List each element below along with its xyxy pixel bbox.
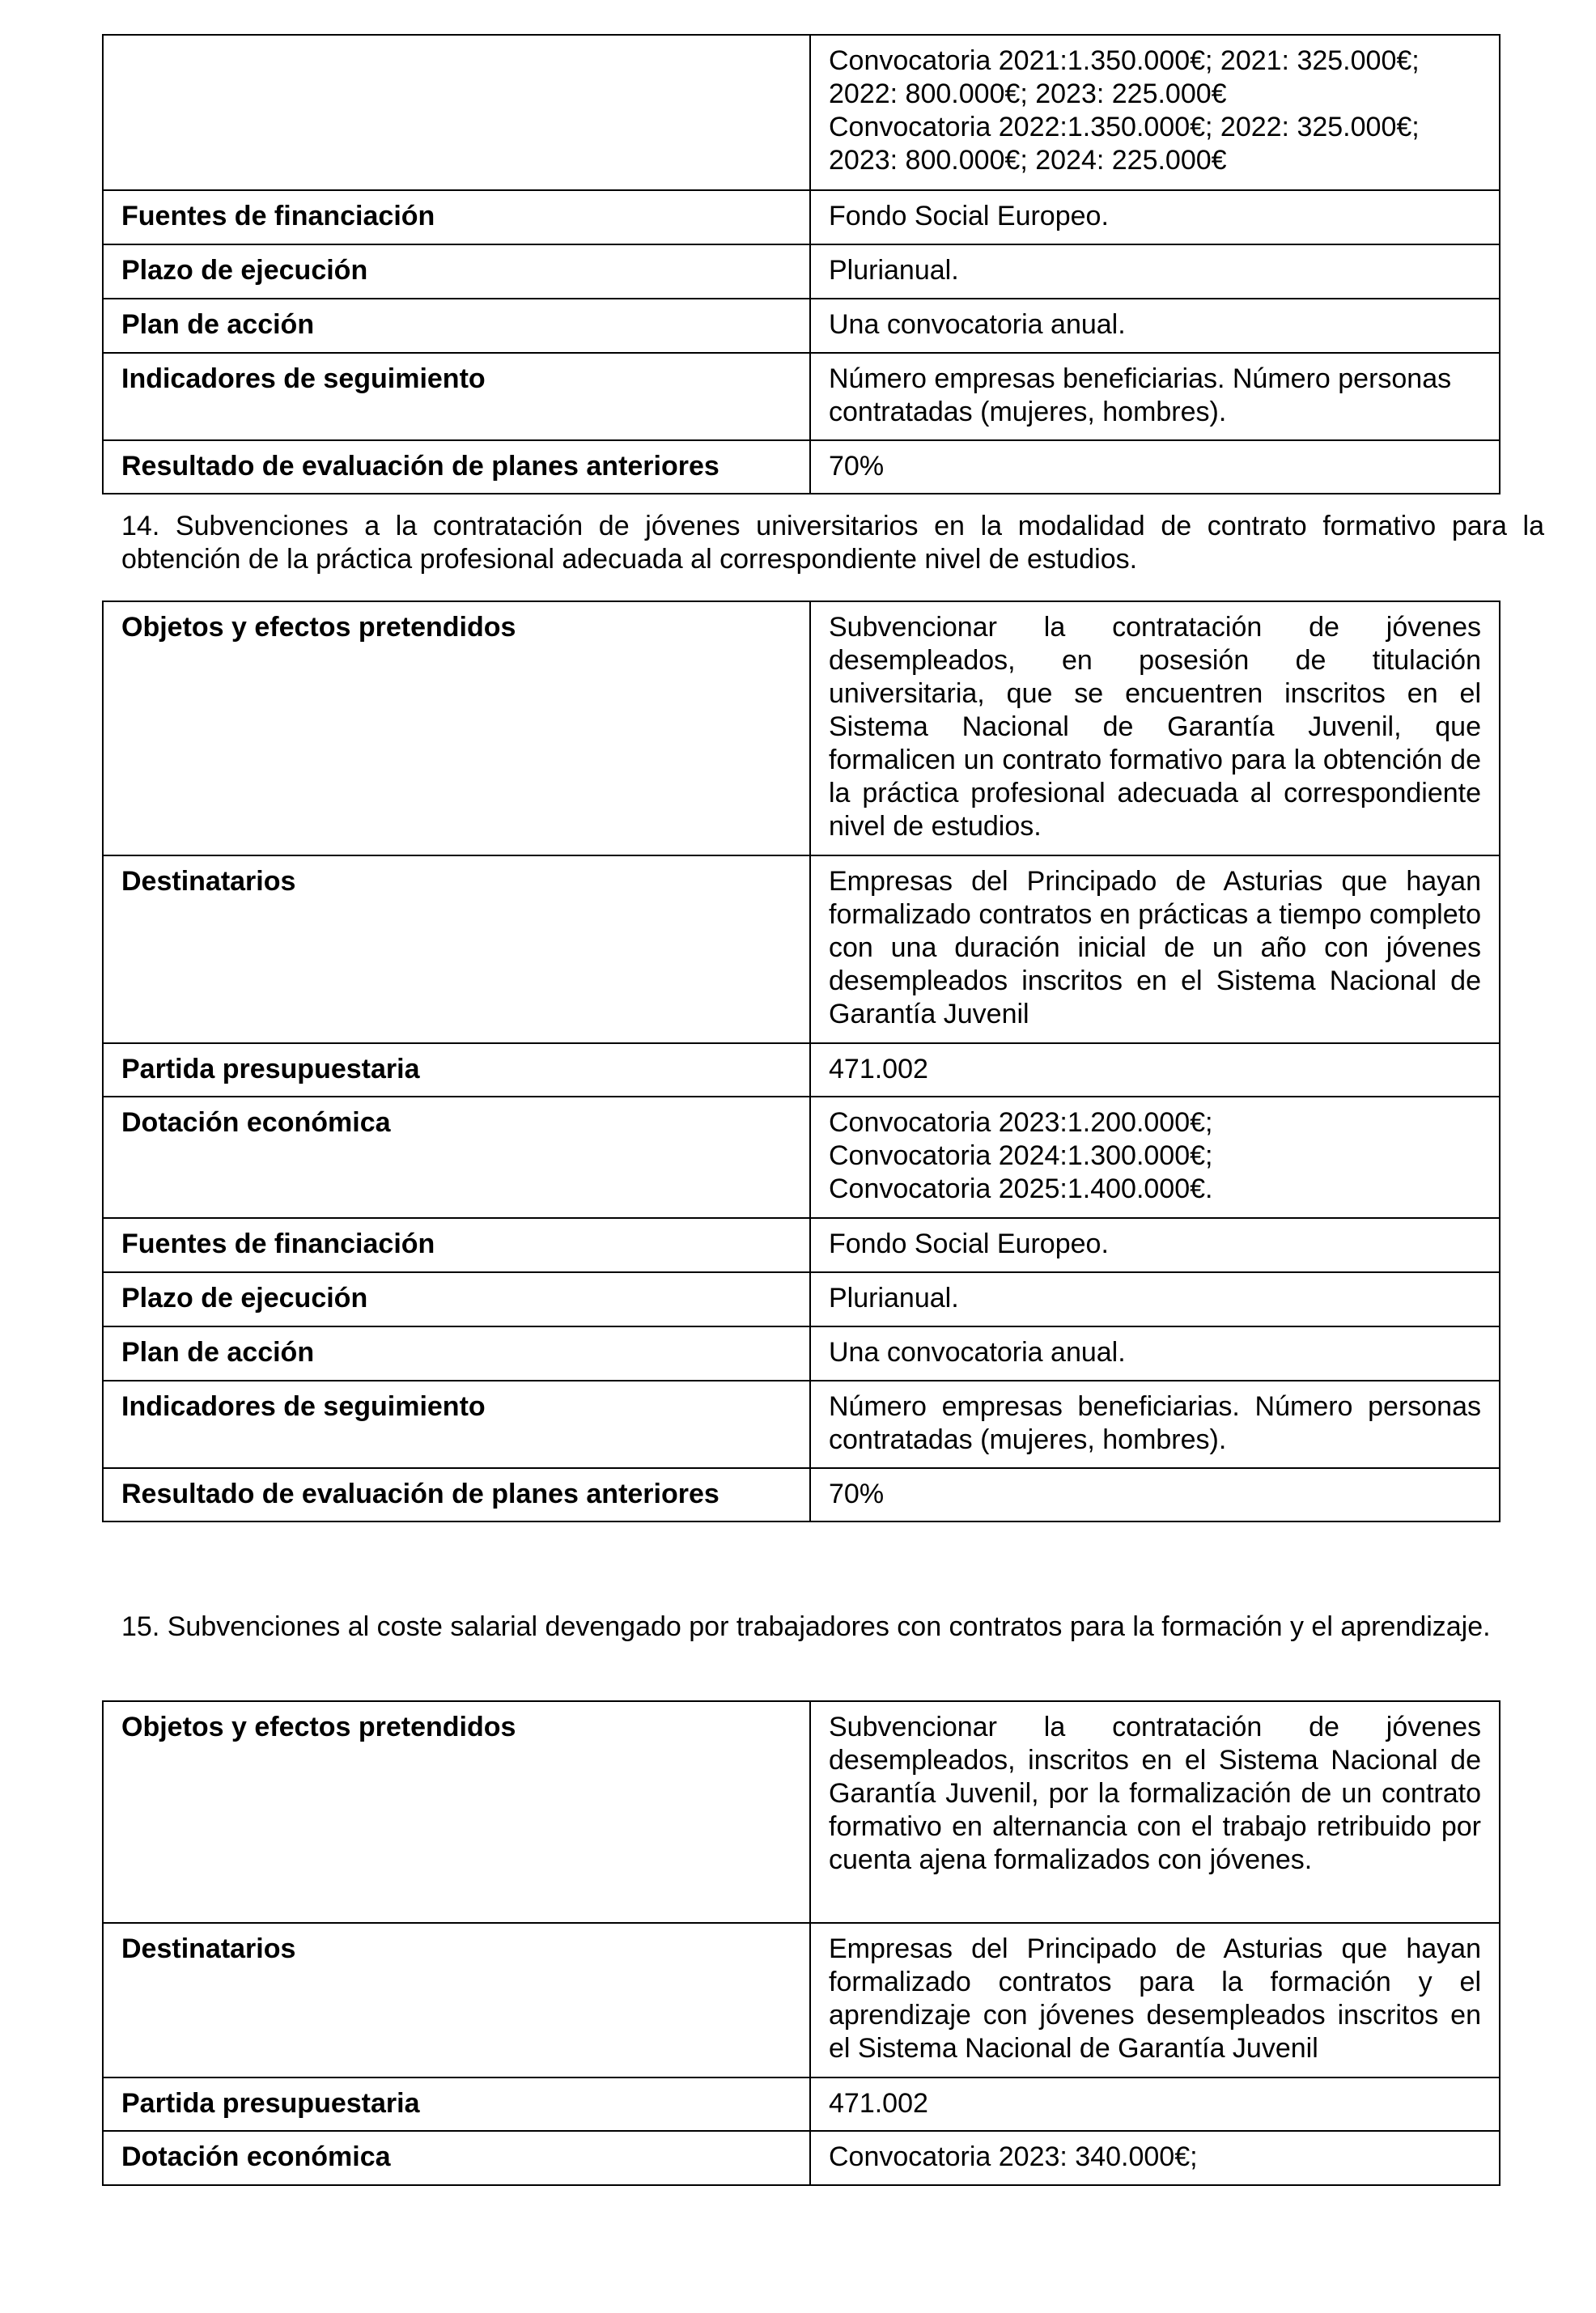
value-line: Convocatoria 2022:1.350.000€; 2022: 325.000€; xyxy=(829,112,1420,142)
table-row xyxy=(103,1381,1500,1468)
table-row xyxy=(103,244,1500,299)
table-row xyxy=(103,1272,1500,1326)
value-line: 2022: 800.000€; 2023: 225.000€ xyxy=(829,79,1227,109)
row-value xyxy=(810,1097,1500,1218)
row-value: Plurianual. xyxy=(810,1272,1500,1326)
row-label: Objetos y efectos pretendidos xyxy=(103,601,810,855)
row-value xyxy=(810,35,1500,190)
row-value: 70% xyxy=(810,440,1500,494)
table-section-15 xyxy=(102,1700,1500,2186)
row-label: Dotación económica xyxy=(103,2131,810,2185)
table-row xyxy=(103,1468,1500,1521)
table-section-14 xyxy=(102,601,1500,1522)
row-label: Fuentes de financiación xyxy=(103,1218,810,1272)
table-row xyxy=(103,440,1500,494)
table-row xyxy=(103,601,1500,855)
row-value: Convocatoria 2023: 340.000€; xyxy=(810,2131,1500,2185)
row-label: Fuentes de financiación xyxy=(103,190,810,244)
row-label xyxy=(103,35,810,190)
table-row xyxy=(103,1701,1500,1923)
row-value: 471.002 xyxy=(810,2077,1500,2131)
row-label: Indicadores de seguimiento xyxy=(103,1381,810,1468)
row-value: Plurianual. xyxy=(810,244,1500,299)
row-label: Partida presupuestaria xyxy=(103,2077,810,2131)
row-label: Plan de acción xyxy=(103,299,810,353)
row-value: 471.002 xyxy=(810,1043,1500,1097)
row-label: Resultado de evaluación de planes anteriores xyxy=(103,1468,810,1521)
row-label: Partida presupuestaria xyxy=(103,1043,810,1097)
table-row xyxy=(103,2077,1500,2131)
row-value: Una convocatoria anual. xyxy=(810,299,1500,353)
section-14-heading: 14. Subvenciones a la contratación de jóvenes universitarios en la modalidad de contrato formativo para la obtención de la práctica profesional adecuada al correspondiente nivel de estudios. xyxy=(121,511,1544,575)
row-label: Objetos y efectos pretendidos xyxy=(103,1701,810,1923)
row-label: Destinatarios xyxy=(103,1923,810,2077)
table-row xyxy=(103,353,1500,440)
row-label: Dotación económica xyxy=(103,1097,810,1218)
row-value: Una convocatoria anual. xyxy=(810,1326,1500,1381)
row-label: Plazo de ejecución xyxy=(103,244,810,299)
row-label: Plan de acción xyxy=(103,1326,810,1381)
table-row xyxy=(103,299,1500,353)
section-15-heading: 15. Subvenciones al coste salarial devengado por trabajadores con contratos para la formación y el aprendizaje. xyxy=(121,1611,1491,1642)
table-row xyxy=(103,1218,1500,1272)
row-value: Fondo Social Europeo. xyxy=(810,190,1500,244)
value-line: Convocatoria 2025:1.400.000€. xyxy=(829,1173,1213,1204)
row-value: Subvencionar la contratación de jóvenes desempleados, inscritos en el Sistema Nacional de Garantía Juvenil, por la formalización de un contrato formativo en alternancia con el trabajo retribuido por cuenta ajena formalizados con jóvenes. xyxy=(810,1701,1500,1923)
value-line: Convocatoria 2023:1.200.000€; xyxy=(829,1107,1213,1138)
table-row xyxy=(103,35,1500,190)
value-line: Convocatoria 2024:1.300.000€; xyxy=(829,1140,1213,1171)
row-value: Empresas del Principado de Asturias que hayan formalizado contratos en prácticas a tiempo completo con una duración inicial de un año con jóvenes desempleados inscritos en el Sistema Nacional de Garantía Juvenil xyxy=(810,855,1500,1043)
row-label: Resultado de evaluación de planes anteriores xyxy=(103,440,810,494)
value-line: 2023: 800.000€; 2024: 225.000€ xyxy=(829,145,1227,176)
row-value: 70% xyxy=(810,1468,1500,1521)
table-row xyxy=(103,1326,1500,1381)
table-continuation xyxy=(102,34,1500,494)
row-value: Número empresas beneficiarias. Número personas contratadas (mujeres, hombres). xyxy=(810,1381,1500,1468)
table-row xyxy=(103,190,1500,244)
row-value: Número empresas beneficiarias. Número personas contratadas (mujeres, hombres). xyxy=(810,353,1500,440)
row-value: Subvencionar la contratación de jóvenes desempleados, en posesión de titulación universitaria, que se encuentren inscritos en el Sistema Nacional de Garantía Juvenil, que formalicen un contrato formativo para la obtención de la práctica profesional adecuada al correspondiente nivel de estudios. xyxy=(810,601,1500,855)
value-line: Convocatoria 2021:1.350.000€; 2021: 325.000€; xyxy=(829,45,1420,76)
row-value: Empresas del Principado de Asturias que hayan formalizado contratos para la formación y el aprendizaje con jóvenes desempleados inscritos en el Sistema Nacional de Garantía Juvenil xyxy=(810,1923,1500,2077)
table-row xyxy=(103,855,1500,1043)
row-label: Plazo de ejecución xyxy=(103,1272,810,1326)
table-row xyxy=(103,2131,1500,2185)
row-label: Destinatarios xyxy=(103,855,810,1043)
table-row xyxy=(103,1097,1500,1218)
table-row xyxy=(103,1923,1500,2077)
table-row xyxy=(103,1043,1500,1097)
row-value: Fondo Social Europeo. xyxy=(810,1218,1500,1272)
row-label: Indicadores de seguimiento xyxy=(103,353,810,440)
